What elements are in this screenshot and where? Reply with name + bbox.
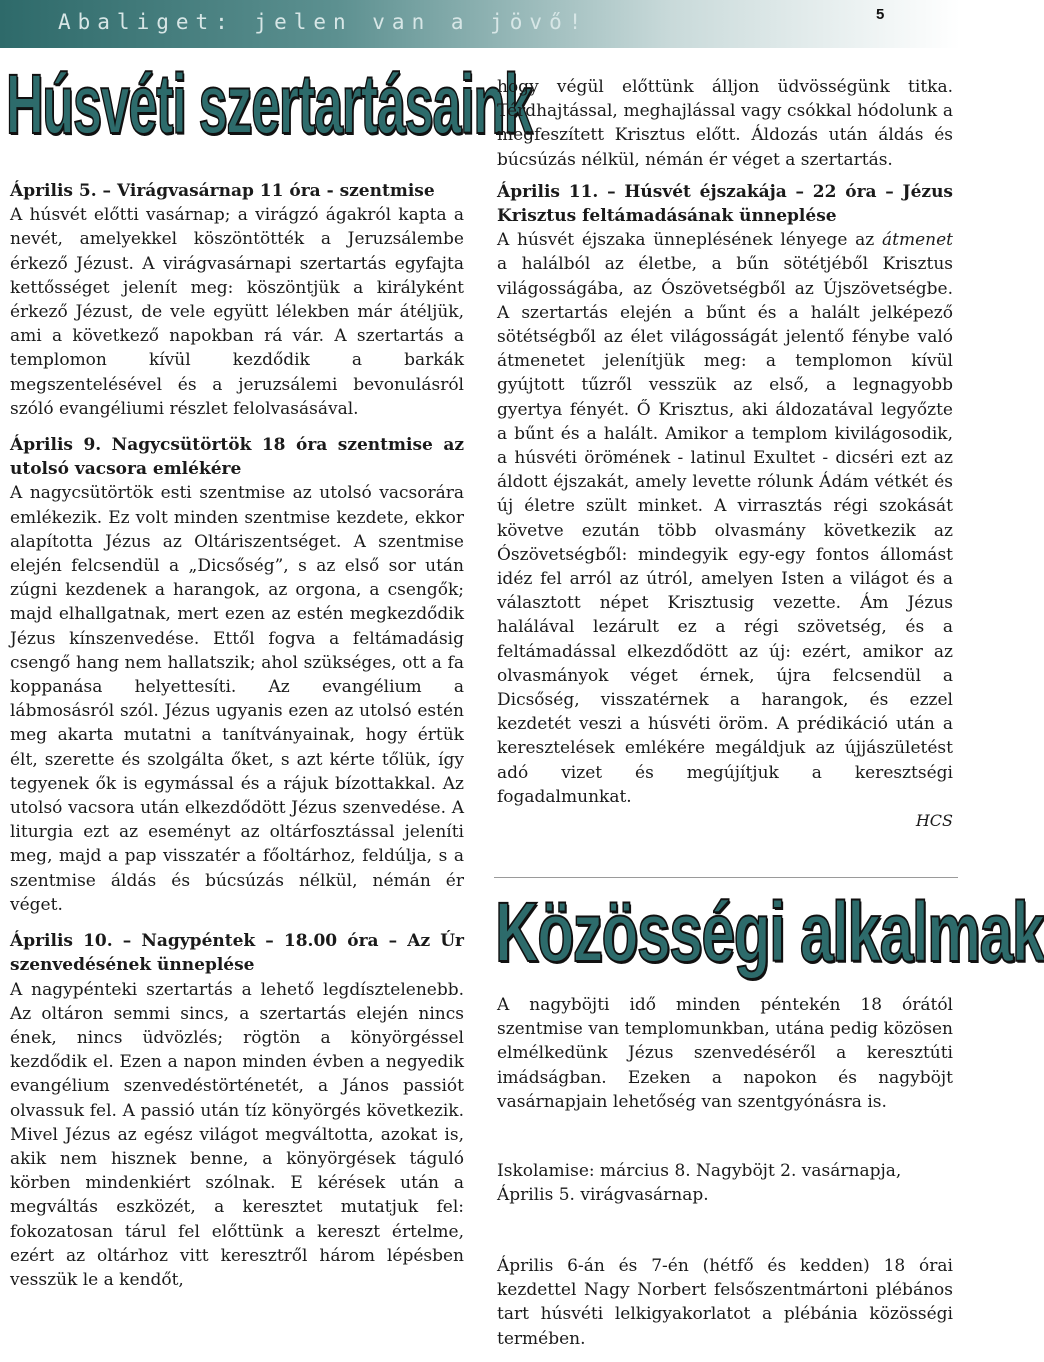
community-friday-note — [497, 993, 953, 1114]
section-divider — [494, 877, 958, 878]
easter-vigil-heading: Április 11. – Húsvét éjszakája – 22 óra – Jézus Krisztus feltámadásának ünneplése — [497, 181, 953, 227]
right-column — [497, 75, 953, 833]
good-friday-body: A nagypénteki szertartás a lehető legdísztelenebb. Az oltáron semmi sincs, a szertartás elején nincs ének, nincs üdvözlés; rögtön a könyörgéssel kezdődik el. Ezen a napon minden évben a negyedik evangélium szenvedéstörténetét, a János passiót olvassuk fel. A passió után tíz könyörgés következik. Mivel Jézus az egész világot megváltotta, azokat is, akik nem hisznek benne, a könyörgések táguló körben mindenkiért szólnak. E kérések után a megváltás eszközét, a keresztet mutatjuk fel: fokozatosan tárul fel előttünk a kereszt értelme, ezért az oltárhoz vitt keresztről három lépésben vesszük le a kendőt, — [10, 979, 464, 1290]
retreat-note: Április 6-án és 7-én (hétfő és kedden) 18 órai kezdettel Nagy Norbert felsőszentmártoni plébános tart húsvéti lelkigyakorlatot a plébánia közösségi termében. — [497, 1256, 953, 1349]
good-friday-continuation: hogy végül előttünk álljon üdvösségünk titka. Térdhajtással, meghajlással vagy csókkal hódolunk a megfeszített Krisztus előtt. Áldozás után áldás és búcsúzás nélkül, némán ér véget a szertartás. — [497, 77, 953, 170]
maundy-thursday-heading: Április 9. Nagycsütörtök 18 óra szentmise az utolsó vacsora emlékére — [10, 435, 464, 480]
author-signature: HCS — [915, 811, 953, 831]
community-friday-text: A nagyböjti idő minden péntekén 18 órától szentmise van templomunkban, utána pedig közösen elmélkedünk Jézus szenvedéséről a keresztúti imádságban. Ezeken a napokon és nagyböjt vasárnapjain lehetőség van szentgyónásra is. — [497, 995, 953, 1112]
palm-sunday-heading: Április 5. – Virágvasárnap 11 óra - szentmise — [10, 181, 435, 201]
maundy-thursday-body: A nagycsütörtök esti szentmise az utolsó vacsorára emlékezik. Ez volt minden szentmise kezdete, ekkor alapította Jézus az Oltáriszentséget. A szentmise elején felcsendül a „Dicsőség”, s az első sor után zúgni kezdenek a harangok, az orgona, a csengők; majd elhallgatnak, mert ezen az estén megkezdődik Jézus kínszenvedése. Ettől fogva a feltámadásig csengő hang nem hallatszik; ahol szükséges, ott a fa koppanása helyettesíti. Az evangélium a lábmosásról szól. Jézus ugyanis ezen az utolsó estén meg akarta mutatni a tanítványainak, hogy értük élt, szerette és szolgálta őket, s azt kérte tőlük, így tegyenek ők is egymással és a rájuk bízottakkal. Az utolsó vacsora után elkezdődött Jézus szenvedése. A liturgia ezt az eseményt az oltárfosztással jeleníti meg, majd a pap visszatér a főoltárhoz, feldúlja, s a szentmise áldás és búcsúzás nélkül, némán ér véget. — [10, 483, 464, 915]
easter-services-title: Húsvéti szertartásaink — [6, 57, 532, 151]
left-column — [10, 179, 464, 1292]
easter-vigil-body: A húsvét éjszaka ünneplésének lényege az átmenet a halálból az életbe, a bűn sötétjéből Krisztus világosságába, az Ószövetségből az Újszövetségbe. A szertartás elején a bűnt és a halált jelképező sötétségből az élet világosságát jelentő fénybe való átmenetet jelenítjük meg: a templomon kívül gyújtott tűzről vesszük az első, a legnagyobb gyertya fényét. Ő Krisztus, aki áldozatával legyőzte a bűnt és a halált. Amikor a templom kivilágosodik, a húsvéti örömének - latinul Exultet - dicséri ezt az áldott éjszakát, amely levette rólunk Ádám vétkét és új életre szült minket. A virrasztás régi szokását követve ezután több olvasmány következik az Ószövetségből: mindegyik egy-egy fontos állomást idéz fel arról az útról, amelyen Isten a világot és a választott népet Krisztusig vezette. Ám Jézus halálával lezárult ez a régi szövetség, és a feltámadással elkezdődött az új: ezért, amikor az olvasmányok véget érnek, újra felcsendül a Dicsőség, visszatérnek a harangok, és ezzel kezdetét veszi a húsvéti öröm. A prédikáció után a keresztelések emlékére megáldjuk az újjászületést adó vizet és megújítjuk a keresztségi fogadalmunkat. — [497, 230, 953, 807]
page-number: 5 — [876, 6, 885, 23]
school-mass-note: Iskolamise: március 8. Nagyböjt 2. vasárnapja, Április 5. virágvasárnap. — [497, 1161, 902, 1206]
newsletter-title: Abaliget: jelen van a jövő! — [58, 10, 589, 34]
easter-vigil-emphasis: átmenet — [882, 230, 953, 251]
palm-sunday-body: A húsvét előtti vasárnap; a virágzó ágakról kapta a nevét, amelyekkel köszöntötték a Jeruzsálembe érkező Jézust. A virágvasárnapi szertartás egyfajta kettősséget jelenít meg: köszöntjük a királyként érkező Jézust, de vele együtt lélekben már átéljük, ami a következő napokban rá vár. A szertartás a templomon kívül kezdődik a barkák megszentelésével és a jeruzsálemi bevonulásról szóló evangéliumi részlet felolvasásával. — [10, 205, 464, 419]
good-friday-heading: Április 10. – Nagypéntek – 18.00 óra – Az Úr szenvedésének ünneplése — [10, 931, 464, 976]
community-events-title: Közösségi alkalmak — [495, 885, 1044, 979]
